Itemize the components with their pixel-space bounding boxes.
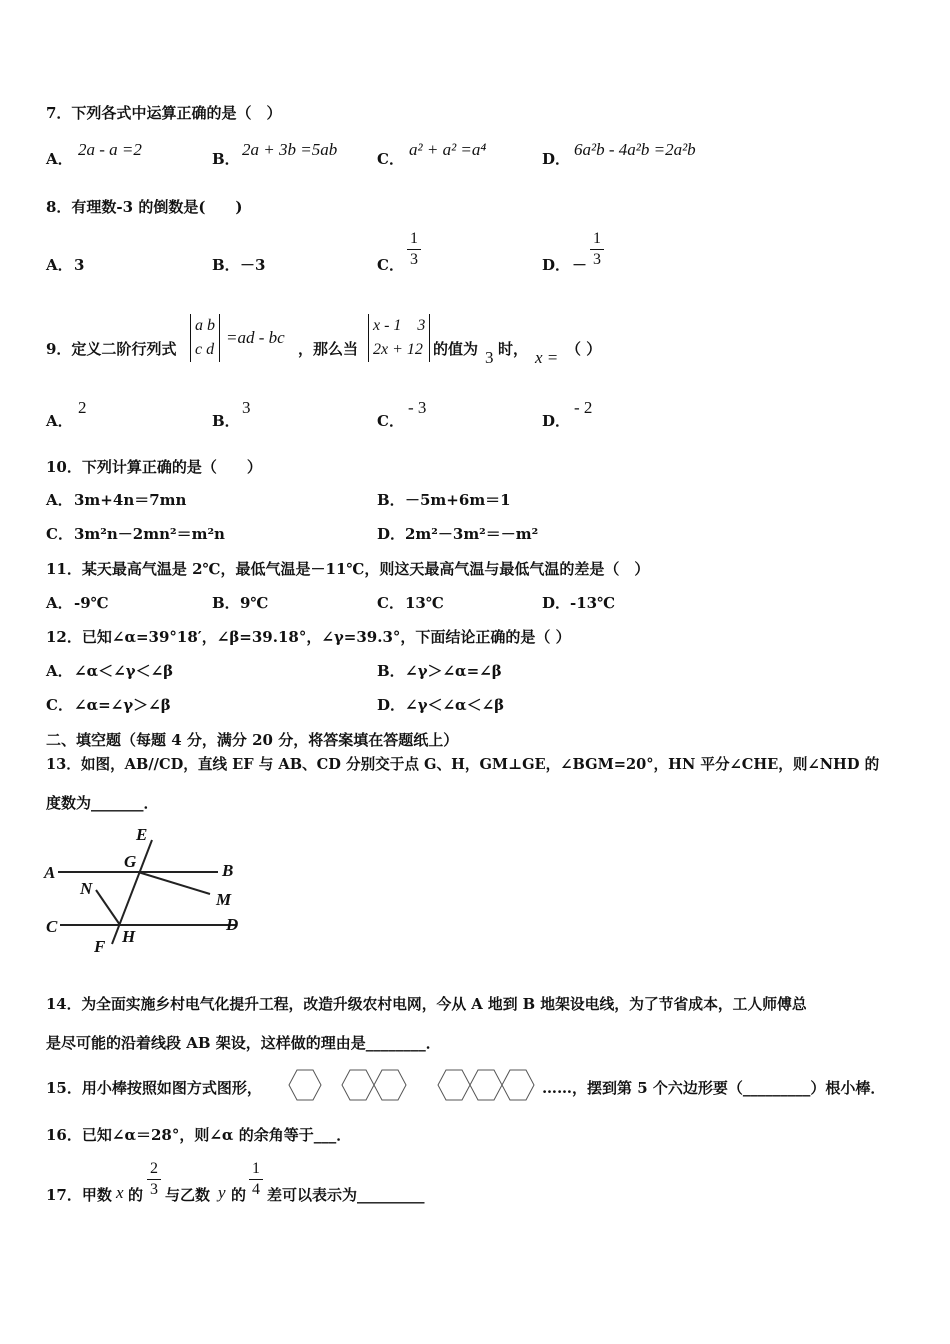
fraction-bar bbox=[407, 249, 421, 250]
fraction-denominator: 4 bbox=[252, 1181, 260, 1198]
q14-line-1: 14．为全面实施乡村电气化提升工程，改造升级农村电网，今从 A 地到 B 地架设电线，为了节省成本，工人师傅总 bbox=[46, 996, 807, 1013]
q17-mid: 与乙数 bbox=[165, 1186, 211, 1204]
label-e: E bbox=[136, 825, 148, 844]
fraction-bar bbox=[147, 1179, 161, 1180]
q9-value-text: 的值为 bbox=[433, 340, 479, 358]
q9-determinant-abcd bbox=[190, 314, 220, 362]
hexagon-figure-3c bbox=[502, 1070, 534, 1100]
det-row-2: 2x + 12 bbox=[373, 341, 423, 358]
q17-x: x bbox=[116, 1183, 124, 1202]
q11-stem: 11．某天最高气温是 2℃，最低气温是－11℃，则这天最高气温与最低气温的差是（ ） bbox=[46, 560, 650, 578]
fraction-denominator: 3 bbox=[150, 1181, 158, 1198]
q9-option-c-letter: C． bbox=[377, 412, 404, 430]
q13-geometry-figure bbox=[40, 822, 260, 956]
q13-line-1: 13．如图，AB//CD，直线 EF 与 AB、CD 分别交于点 G、H，GM⊥GE，∠BGM=20°，HN 平分∠CHE，则∠NHD 的 bbox=[46, 756, 880, 773]
fraction-denominator: 3 bbox=[593, 251, 601, 268]
q7-option-a-expr: 2a - a =2 bbox=[78, 140, 142, 159]
q9-definition: =ad - bc bbox=[226, 328, 285, 347]
q12-option-d-letter: D． bbox=[377, 696, 406, 714]
q8-option-d-sign: － bbox=[572, 256, 588, 274]
label-d: D bbox=[226, 915, 239, 934]
det-row-2: c d bbox=[195, 341, 215, 358]
hexagon-figure-1 bbox=[289, 1070, 321, 1100]
q11-option-a-text: -9℃ bbox=[74, 594, 109, 612]
fraction-numerator: 2 bbox=[150, 1160, 158, 1177]
label-g: G bbox=[124, 852, 137, 871]
q7-option-a-letter: A． bbox=[46, 150, 73, 168]
q10-option-c-text: 3m²n－2mn²＝m²n bbox=[74, 525, 225, 543]
label-m: M bbox=[216, 890, 232, 909]
q10-option-b-letter: B． bbox=[377, 491, 405, 509]
q9-value: 3 bbox=[485, 348, 494, 367]
q12-stem: 12．已知∠α=39°18′，∠β=39.18°，∠γ=39.3°，下面结论正确的是（ ） bbox=[46, 628, 571, 646]
section-2-heading: 二、填空题（每题 4 分，满分 20 分，将答案填在答题纸上） bbox=[46, 731, 459, 749]
q9-prefix: 9．定义二阶行列式 bbox=[46, 340, 177, 358]
fraction-numerator: 1 bbox=[410, 230, 418, 247]
q17-fraction-2 bbox=[249, 1160, 263, 1199]
q12-option-a-text: ∠α＜∠γ＜∠β bbox=[74, 662, 174, 680]
q11-option-b-letter: B． bbox=[212, 594, 240, 612]
hexagon-figure-3a bbox=[438, 1070, 470, 1100]
q12-option-b-letter: B． bbox=[377, 662, 405, 680]
q8-option-c-letter: C． bbox=[377, 256, 404, 274]
q7-option-d-expr: 6a²b - 4a²b =2a²b bbox=[574, 140, 696, 159]
q9-option-a-letter: A． bbox=[46, 412, 73, 430]
q10-option-d-text: 2m²－3m²＝－m² bbox=[405, 525, 539, 543]
q15-suffix: ……，摆到第 5 个六边形要（_________）根小棒． bbox=[542, 1079, 886, 1097]
q11-option-c-text: 13℃ bbox=[405, 594, 444, 612]
q11-option-d-text: -13℃ bbox=[570, 594, 616, 612]
det-row-1: a b bbox=[195, 317, 215, 334]
q13-line-2: 度数为_______． bbox=[46, 794, 159, 812]
q10-option-d-letter: D． bbox=[377, 525, 406, 543]
q9-option-b-text: 3 bbox=[242, 398, 251, 417]
q15-prefix: 15．用小棒按照如图方式图形， bbox=[46, 1079, 262, 1097]
q9-determinant-x bbox=[368, 314, 430, 362]
q11-option-b-text: 9℃ bbox=[240, 594, 269, 612]
q17-of-1: 的 bbox=[128, 1186, 144, 1204]
q12-option-a-letter: A． bbox=[46, 662, 73, 680]
q7-option-b-letter: B． bbox=[212, 150, 240, 168]
q12-option-c-text: ∠α=∠γ＞∠β bbox=[74, 696, 171, 714]
q17-of-2: 的 bbox=[231, 1186, 247, 1204]
hexagon-figure-2b bbox=[374, 1070, 406, 1100]
q7-option-b-expr: 2a + 3b =5ab bbox=[242, 140, 338, 159]
q12-option-d-text: ∠γ＜∠α＜∠β bbox=[405, 696, 505, 714]
q8-option-b-text: －3 bbox=[240, 256, 266, 274]
q10-option-a-text: 3m+4n＝7mn bbox=[74, 491, 187, 509]
label-f: F bbox=[94, 937, 106, 956]
q10-option-b-text: －5m+6m＝1 bbox=[405, 491, 511, 509]
q9-option-d-text: - 2 bbox=[574, 398, 593, 417]
q15-hexagon-figures bbox=[280, 1064, 540, 1108]
hexagon-figure-2a bbox=[342, 1070, 374, 1100]
label-n: N bbox=[80, 879, 93, 898]
q9-x-eq: x = bbox=[535, 348, 559, 367]
label-h: H bbox=[122, 927, 136, 946]
det-row-1: x - 1 3 bbox=[373, 317, 426, 334]
q8-option-c-fraction bbox=[407, 230, 421, 269]
q11-option-a-letter: A． bbox=[46, 594, 73, 612]
fraction-bar bbox=[590, 249, 604, 250]
q12-option-b-text: ∠γ＞∠α=∠β bbox=[405, 662, 502, 680]
q17-y: y bbox=[218, 1183, 226, 1202]
q8-stem: 8．有理数-3 的倒数是( ) bbox=[46, 198, 243, 216]
q8-option-a-letter: A． bbox=[46, 256, 73, 274]
q9-middle-text: ，那么当 bbox=[298, 340, 359, 358]
ray-gm bbox=[138, 872, 210, 894]
q9-option-b-letter: B． bbox=[212, 412, 240, 430]
q8-option-d-letter: D． bbox=[542, 256, 571, 274]
q9-option-a-text: 2 bbox=[78, 398, 87, 417]
q9-when: 时， bbox=[498, 340, 529, 358]
q17-prefix: 17．甲数 bbox=[46, 1186, 112, 1204]
q16-stem: 16．已知∠α＝28°，则∠α 的余角等于___． bbox=[46, 1126, 352, 1144]
q14-line-2: 是尽可能的沿着线段 AB 架设，这样做的理由是________． bbox=[46, 1034, 441, 1052]
q9-option-d-letter: D． bbox=[542, 412, 571, 430]
label-a: A bbox=[44, 863, 56, 882]
ray-hn bbox=[96, 890, 120, 925]
q8-option-a-text: 3 bbox=[74, 256, 85, 274]
label-b: B bbox=[222, 861, 234, 880]
q12-option-c-letter: C． bbox=[46, 696, 73, 714]
fraction-denominator: 3 bbox=[410, 251, 418, 268]
fraction-numerator: 1 bbox=[252, 1160, 260, 1177]
label-c: C bbox=[46, 917, 58, 936]
q17-tail: 差可以表示为_________ bbox=[267, 1186, 425, 1204]
q7-option-c-letter: C． bbox=[377, 150, 404, 168]
q7-option-d-letter: D． bbox=[542, 150, 571, 168]
q8-option-b-letter: B． bbox=[212, 256, 240, 274]
q9-option-c-text: - 3 bbox=[408, 398, 427, 417]
q7-stem: 7．下列各式中运算正确的是（ ） bbox=[46, 104, 282, 122]
q11-option-c-letter: C． bbox=[377, 594, 404, 612]
fraction-bar bbox=[249, 1179, 263, 1180]
q7-option-c-expr: a² + a² =a⁴ bbox=[409, 140, 487, 159]
q9-paren: （ ） bbox=[566, 340, 602, 358]
fraction-numerator: 1 bbox=[593, 230, 601, 247]
q11-option-d-letter: D． bbox=[542, 594, 571, 612]
hexagon-figure-3b bbox=[470, 1070, 502, 1100]
q10-stem: 10．下列计算正确的是（ ） bbox=[46, 458, 262, 476]
q17-fraction-1 bbox=[147, 1160, 161, 1199]
q10-option-a-letter: A． bbox=[46, 491, 73, 509]
q10-option-c-letter: C． bbox=[46, 525, 73, 543]
q8-option-d-fraction bbox=[590, 230, 604, 269]
